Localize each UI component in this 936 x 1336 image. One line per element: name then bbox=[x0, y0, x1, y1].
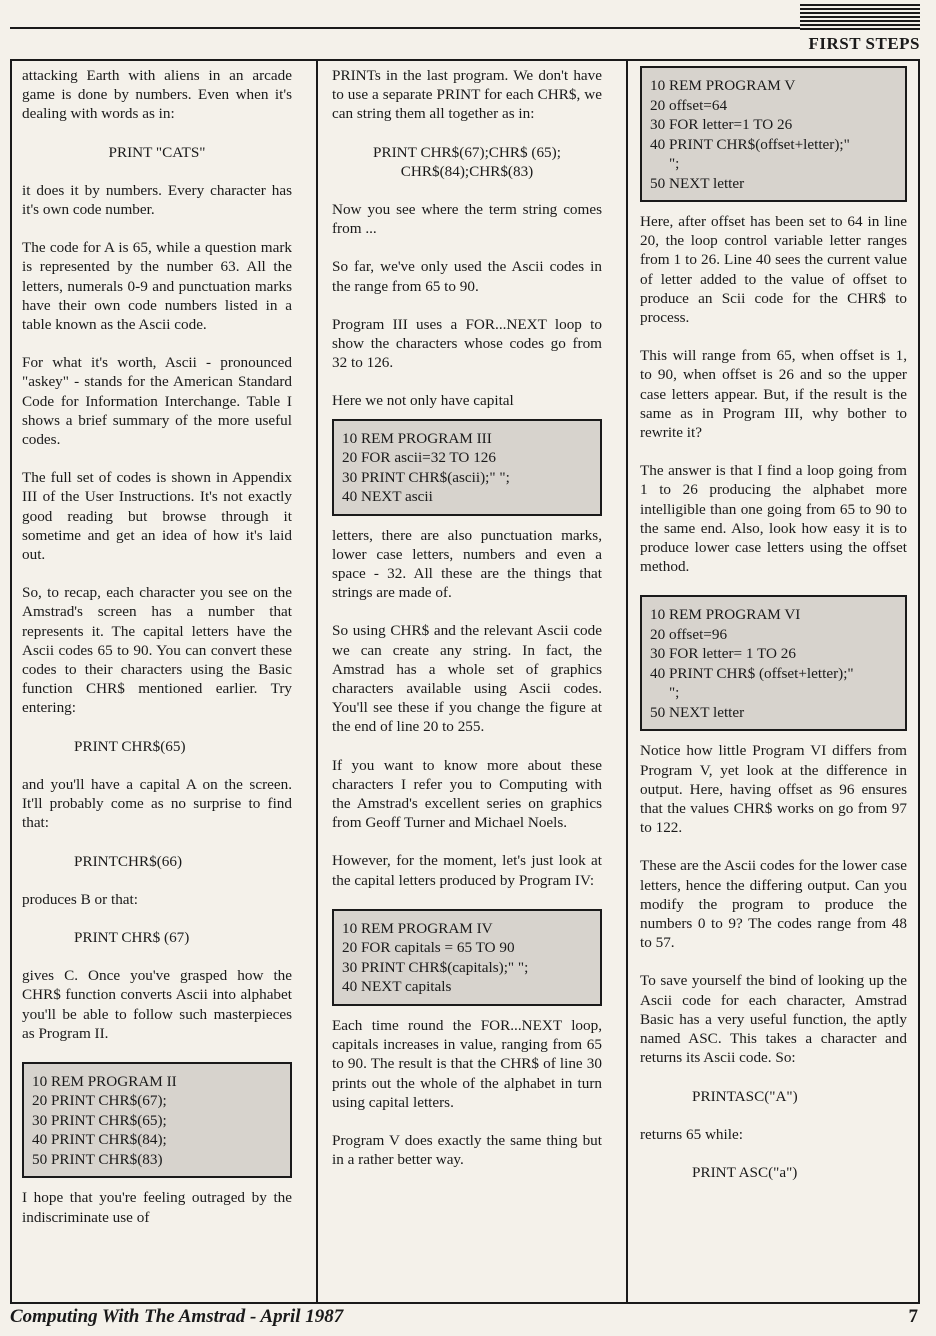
paragraph: Here we not only have capital bbox=[332, 392, 514, 410]
code-line: 30 FOR letter= 1 TO 26 bbox=[650, 645, 796, 663]
paragraph: letters, there are also punctuation marks, lower case letters, numbers and even a space - 32. All these are the things that strings are made of. bbox=[332, 526, 602, 602]
footer-rule bbox=[10, 1302, 920, 1304]
paragraph: So far, we've only used the Ascii codes in the range from 65 to 90. bbox=[332, 258, 602, 295]
code-line: 30 PRINT CHR$(capitals);" "; bbox=[342, 958, 529, 976]
code-line: 30 FOR letter=1 TO 26 bbox=[650, 116, 793, 133]
section-title: FIRST STEPS bbox=[808, 34, 920, 53]
code-line: 40 PRINT CHR$ (offset+letter);" bbox=[650, 664, 854, 682]
code-line: 50 NEXT letter bbox=[650, 174, 745, 192]
paragraph: returns 65 while: bbox=[640, 1125, 743, 1143]
paragraph: attacking Earth with aliens in an arcade game is done by numbers. Even when it's dealing with words as in: bbox=[22, 67, 292, 123]
code-line: 40 PRINT CHR$(offset+letter);" bbox=[650, 135, 850, 153]
header-hatch-decoration bbox=[800, 4, 920, 30]
column-rule-1 bbox=[316, 59, 318, 1302]
code-example: PRINTCHR$(66) bbox=[74, 852, 183, 870]
code-line: 10 REM PROGRAM III bbox=[342, 429, 492, 447]
code-line: 30 PRINT CHR$(ascii);" "; bbox=[342, 468, 510, 486]
paragraph: If you want to know more about these characters I refer you to Computing with the Amstrad's excellent series on graphics from Geoff Turner and Michael Noels. bbox=[332, 756, 602, 832]
paragraph: This will range from 65, when offset is 1, to 90, when offset is 26 and so the upper case letters appear. But, if the result is the same as in Program III, why bother to rewrite it? bbox=[640, 347, 907, 442]
code-line: "; bbox=[650, 155, 680, 172]
code-line: 40 NEXT capitals bbox=[342, 978, 452, 996]
column-3 bbox=[640, 66, 907, 1201]
publication-footer: Computing With The Amstrad - April 1987 bbox=[10, 1306, 344, 1327]
code-line: "; bbox=[650, 684, 680, 702]
paragraph: Now you see where the term string comes from ... bbox=[332, 201, 602, 238]
paragraph: Program V does exactly the same thing but in a rather better way. bbox=[332, 1131, 602, 1169]
code-line: 10 REM PROGRAM IV bbox=[342, 919, 493, 937]
code-example: PRINTASC("A") bbox=[692, 1087, 798, 1105]
code-line: 40 PRINT CHR$(84); bbox=[32, 1131, 167, 1149]
code-line: 30 PRINT CHR$(65); bbox=[32, 1111, 167, 1129]
code-example: PRINT CHR$(67);CHR$ (65); CHR$(84);CHR$(83) bbox=[373, 143, 561, 180]
code-example: PRINT "CATS" bbox=[108, 143, 206, 161]
code-line: 20 FOR ascii=32 TO 126 bbox=[342, 449, 496, 467]
paragraph: produces B or that: bbox=[22, 890, 138, 908]
code-example: PRINT CHR$ (67) bbox=[74, 928, 190, 946]
program-listing-v bbox=[640, 66, 907, 202]
paragraph: The code for A is 65, while a question mark is represented by the number 63. All the letters, numerals 0-9 and punctuation marks have their own code numbers listed in a table known as the Ascii code. bbox=[22, 239, 292, 334]
program-listing-ii bbox=[22, 1062, 292, 1179]
paragraph: PRINTs in the last program. We don't have to use a separate PRINT for each CHR$, we can string them all together as in: bbox=[332, 67, 602, 123]
program-listing-iv bbox=[332, 909, 602, 1006]
code-line: 10 REM PROGRAM VI bbox=[650, 606, 801, 624]
header-rule bbox=[10, 27, 800, 29]
paragraph: These are the Ascii codes for the lower case letters, hence the differing output. Can you modify the program to produce the numbers 0 to 9? The codes range from 48 to 57. bbox=[640, 857, 907, 952]
code-example: PRINT ASC("a") bbox=[692, 1163, 798, 1181]
code-line: 10 REM PROGRAM II bbox=[32, 1072, 177, 1090]
paragraph: I hope that you're feeling outraged by the indiscriminate use of bbox=[22, 1189, 292, 1226]
paragraph: gives C. Once you've grasped how the CHR$ function converts Ascii into alphabet you'll be able to follow such masterpieces as Program II. bbox=[22, 967, 292, 1042]
paragraph: The answer is that I find a loop going from 1 to 26 producing the alphabet more intelligible than one going from 65 to 90 to the same end. Also, look how easy it is to produce lower case letters using the offset method. bbox=[640, 462, 907, 576]
code-line: 40 NEXT ascii bbox=[342, 488, 433, 506]
paragraph: So, to recap, each character you see on the Amstrad's screen has a number that represents it. The capital letters have the Ascii codes 65 to 90. You can convert these codes to their characters using the Basic function CHR$ mentioned earlier. Try entering: bbox=[22, 584, 292, 717]
code-example: PRINT CHR$(65) bbox=[74, 737, 186, 755]
code-line: 20 offset=64 bbox=[650, 96, 728, 114]
paragraph: it does it by numbers. Every character has it's own code number. bbox=[22, 181, 292, 219]
code-line: 20 PRINT CHR$(67); bbox=[32, 1092, 167, 1110]
column-2 bbox=[332, 66, 602, 1188]
paragraph: However, for the moment, let's just look at the capital letters produced by Program IV: bbox=[332, 852, 602, 889]
code-line: 20 FOR capitals = 65 TO 90 bbox=[342, 939, 515, 957]
program-listing-iii bbox=[332, 419, 602, 516]
code-line: 10 REM PROGRAM V bbox=[650, 77, 796, 94]
paragraph: Here, after offset has been set to 64 in line 20, the loop control variable letter ranges from 1 to 26. Line 40 sees the current value of letter added to the value of offset to produce an Scii code for the CHR$ to process. bbox=[640, 213, 907, 327]
page-number: 7 bbox=[908, 1306, 918, 1327]
paragraph: Notice how little Program VI differs from Program V, yet look at the difference in output. Here, having offset as 96 ensures that the values CHR$ works on go from 97 to 122. bbox=[640, 742, 907, 837]
column-1 bbox=[22, 66, 292, 1246]
paragraph: and you'll have a capital A on the screen. It'll probably come as no surprise to find that: bbox=[22, 775, 292, 832]
column-rule-2 bbox=[626, 59, 628, 1302]
code-line: 50 PRINT CHR$(83) bbox=[32, 1150, 163, 1168]
paragraph: Program III uses a FOR...NEXT loop to show the characters whose codes go from 32 to 126. bbox=[332, 315, 602, 372]
column-top-rule bbox=[10, 59, 920, 61]
program-listing-vi bbox=[640, 595, 907, 731]
column-rule-left bbox=[10, 59, 12, 1302]
column-rule-right bbox=[918, 59, 920, 1302]
paragraph: Each time round the FOR...NEXT loop, capitals increases in value, ranging from 65 to 90. The result is that the CHR$ of line 30 prints out the whole of the alphabet in turn using capital letters. bbox=[332, 1016, 602, 1111]
paragraph: So using CHR$ and the relevant Ascii code we can create any string. In fact, the Amstrad has a whole set of graphics characters available using Ascii codes. You'll see these if you change the figure at the end of line 20 to 255. bbox=[332, 622, 602, 736]
paragraph: For what it's worth, Ascii - pronounced "askey" - stands for the American Standard Code for Information Interchange. Table I shows a brief summary of the more useful codes. bbox=[22, 354, 292, 449]
code-line: 50 NEXT letter bbox=[650, 703, 745, 721]
paragraph: To save yourself the bind of looking up the Ascii code for each character, Amstrad Basic has a very useful function, the aptly named ASC. This takes a character and returns its Ascii code. So: bbox=[640, 972, 907, 1067]
paragraph: The full set of codes is shown in Appendix III of the User Instructions. It's not exactly good reading but browse through it sometime and get an idea of how it's laid out. bbox=[22, 469, 292, 564]
code-line: 20 offset=96 bbox=[650, 625, 728, 643]
